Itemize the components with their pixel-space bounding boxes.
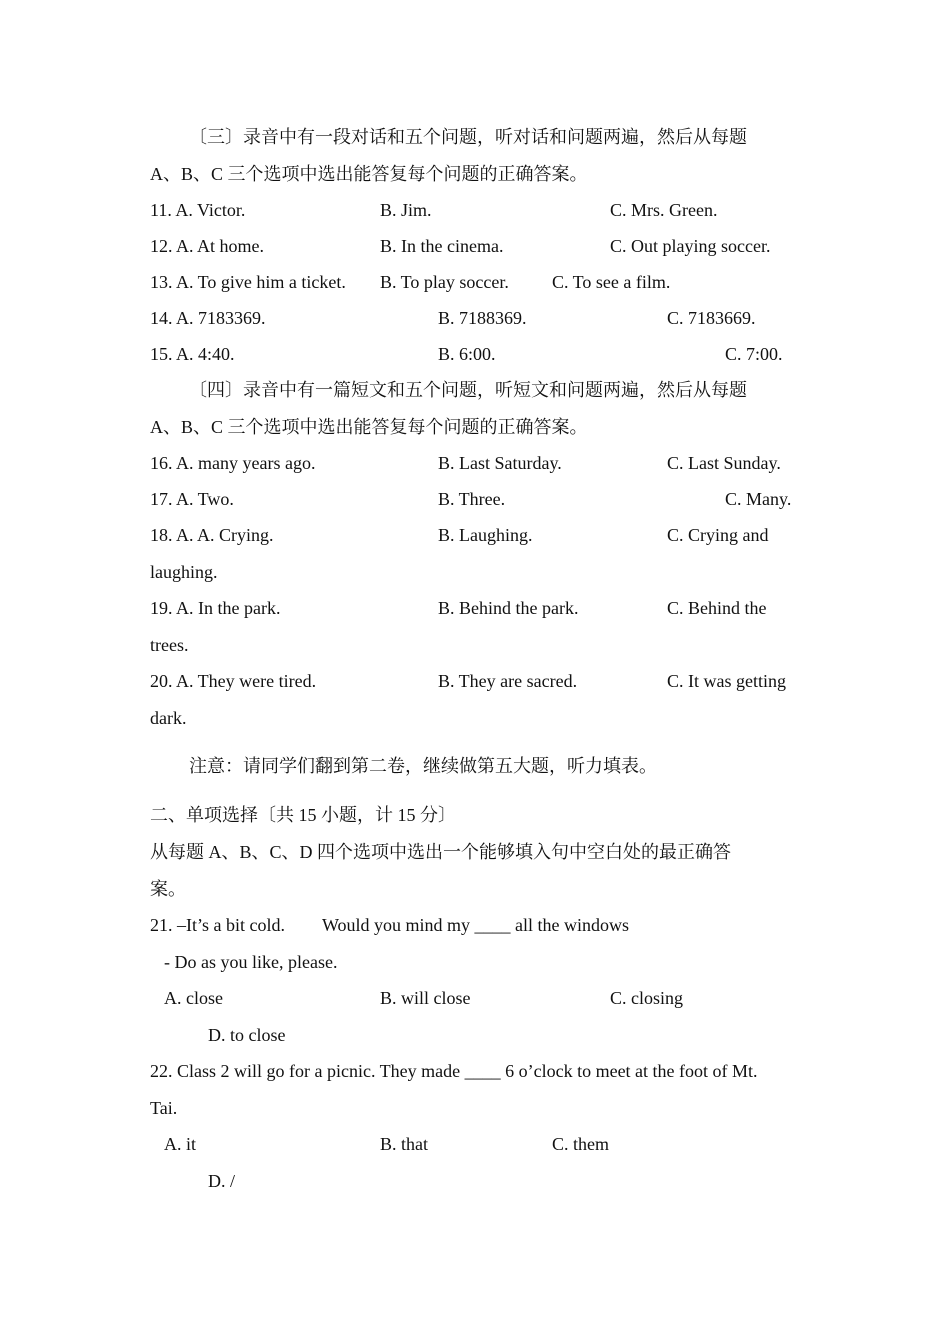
q22-option-b: B. that	[380, 1134, 428, 1154]
q15-option-b: B. 6:00.	[438, 344, 496, 364]
q21-option-a: A. close	[164, 988, 223, 1008]
q16-option-b: B. Last Saturday.	[438, 453, 562, 473]
q21-stem-part2: Would you mind my ____ all the windows	[322, 915, 630, 935]
q17-option-b: B. Three.	[438, 489, 506, 509]
q14-option-a: 14. A. 7183369.	[150, 308, 266, 328]
q19-option-c: C. Behind the	[667, 598, 767, 618]
section2-instruction-line2: 案。	[150, 879, 186, 899]
q16-option-a: 16. A. many years ago.	[150, 453, 316, 473]
q20-option-a: 20. A. They were tired.	[150, 671, 317, 691]
q18-option-b: B. Laughing.	[438, 525, 533, 545]
q18-option-a: 18. A. A. Crying.	[150, 525, 274, 545]
q15-option-c: C. 7:00.	[725, 344, 783, 364]
q18-option-c-continuation: laughing.	[150, 562, 218, 582]
q13-option-c: C. To see a film.	[552, 272, 671, 292]
section2-title: 二、单项选择〔共 15 小题，计 15 分〕	[150, 805, 456, 825]
part3-instruction-line2: A、B、C 三个选项中选出能答复每个问题的正确答案。	[150, 164, 588, 184]
q22-option-d: D. /	[208, 1171, 235, 1191]
q16-option-c: C. Last Sunday.	[667, 453, 781, 473]
note: 注意：请同学们翻到第二卷，继续做第五大题，听力填表。	[189, 756, 657, 776]
q11-option-c: C. Mrs. Green.	[610, 200, 718, 220]
q17-option-c: C. Many.	[725, 489, 792, 509]
part3-instruction-line1: 〔三〕录音中有一段对话和五个问题，听对话和问题两遍，然后从每题	[189, 127, 747, 147]
q17-option-a: 17. A. Two.	[150, 489, 234, 509]
q22-option-c: C. them	[552, 1134, 609, 1154]
q19-option-b: B. Behind the park.	[438, 598, 579, 618]
q22-stem: 22. Class 2 will go for a picnic. They made ____ 6 o’clock to meet at the foot of Mt.	[150, 1061, 758, 1081]
section2-instruction-line1: 从每题 A、B、C、D 四个选项中选出一个能够填入句中空白处的最正确答	[150, 842, 732, 862]
q14-option-c: C. 7183669.	[667, 308, 756, 328]
q21-option-b: B. will close	[380, 988, 471, 1008]
q22-stem-continuation: Tai.	[150, 1098, 178, 1118]
q20-option-c: C. It was getting	[667, 671, 786, 691]
q14-option-b: B. 7188369.	[438, 308, 527, 328]
q21-option-c: C. closing	[610, 988, 684, 1008]
q21-option-d: D. to close	[208, 1025, 286, 1045]
q13-option-a: 13. A. To give him a ticket.	[150, 272, 346, 292]
q21-reply: - Do as you like, please.	[164, 952, 338, 972]
q12-option-a: 12. A. At home.	[150, 236, 265, 256]
q12-option-c: C. Out playing soccer.	[610, 236, 771, 256]
part4-instruction-line1: 〔四〕录音中有一篇短文和五个问题，听短文和问题两遍，然后从每题	[189, 380, 747, 400]
q13-option-b: B. To play soccer.	[380, 272, 509, 292]
q15-option-a: 15. A. 4:40.	[150, 344, 235, 364]
q19-option-c-continuation: trees.	[150, 635, 189, 655]
q11-option-b: B. Jim.	[380, 200, 432, 220]
q20-option-b: B. They are sacred.	[438, 671, 578, 691]
q21-stem-part1: 21. –It’s a bit cold.	[150, 915, 285, 935]
q11-option-a: 11. A. Victor.	[150, 200, 246, 220]
q19-option-a: 19. A. In the park.	[150, 598, 281, 618]
q18-option-c: C. Crying and	[667, 525, 769, 545]
q22-option-a: A. it	[164, 1134, 197, 1154]
q12-option-b: B. In the cinema.	[380, 236, 504, 256]
part4-instruction-line2: A、B、C 三个选项中选出能答复每个问题的正确答案。	[150, 417, 588, 437]
q20-option-c-continuation: dark.	[150, 708, 187, 728]
